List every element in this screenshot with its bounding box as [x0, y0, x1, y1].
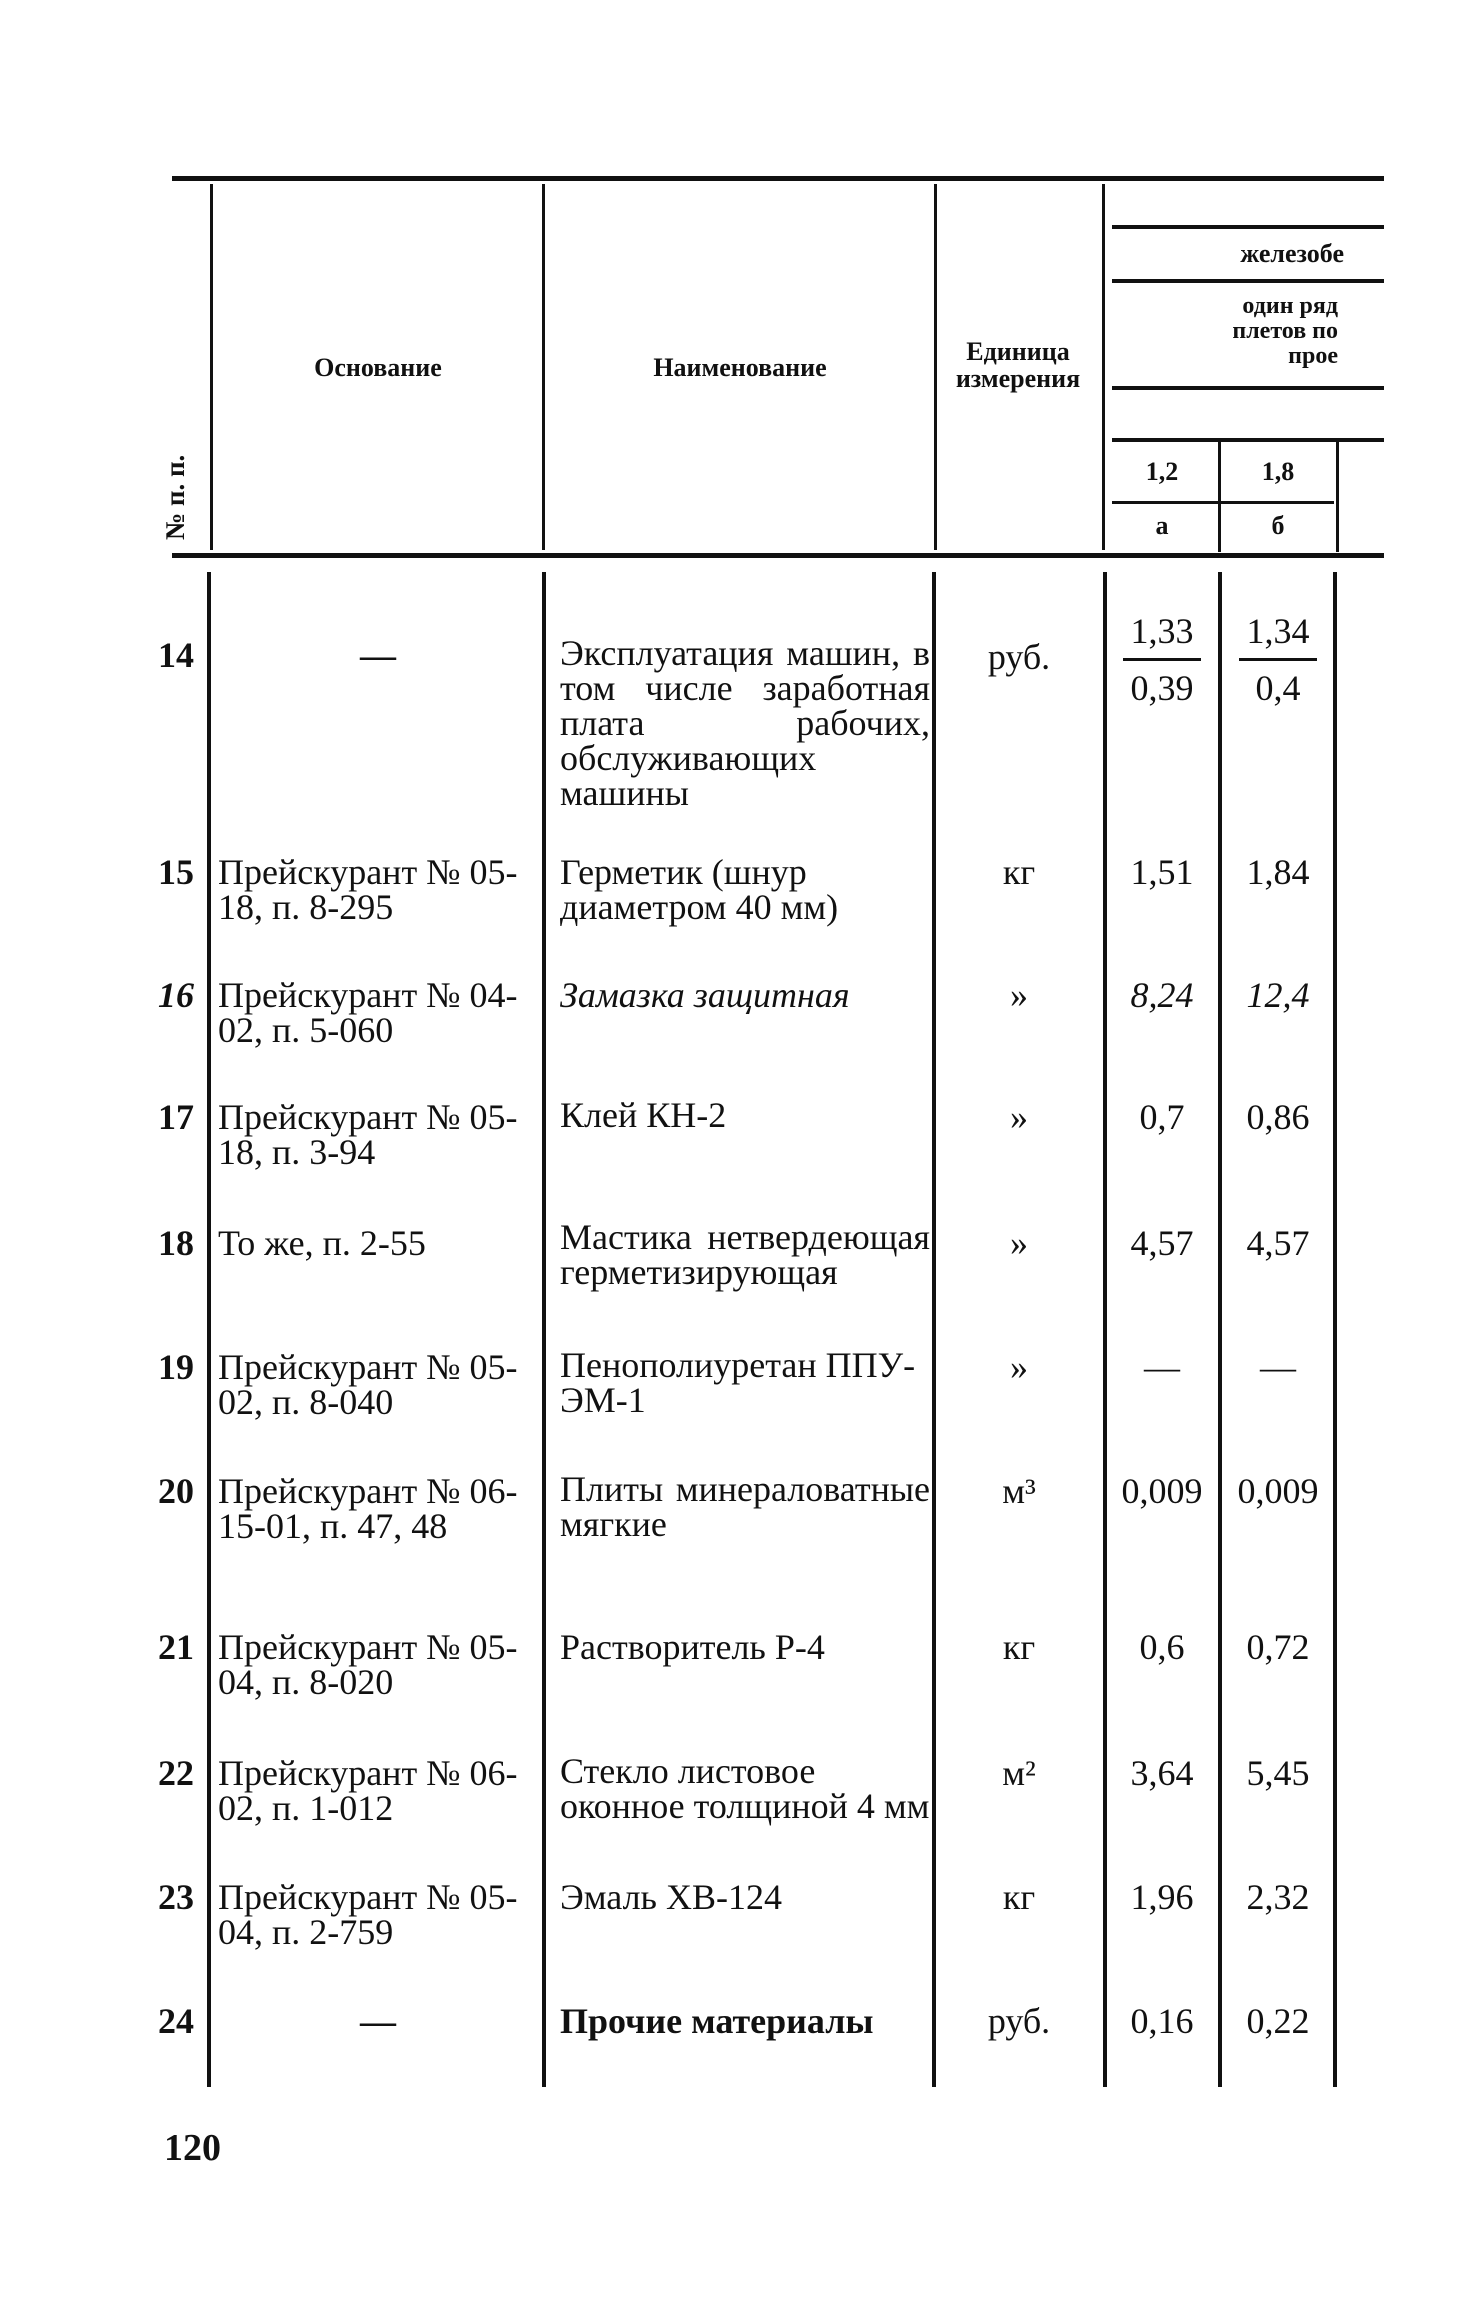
header-bottom-rule	[172, 553, 1384, 558]
row-basis: Прейскурант № 05-04, п. 8-020	[218, 1627, 518, 1702]
col-rule-5-body	[1218, 572, 1222, 2087]
col-rule-5-header	[1218, 442, 1221, 552]
col-rule-1-body	[207, 572, 211, 2087]
row-b-value: 0,22	[1246, 2001, 1310, 2041]
row-number: 23	[158, 1877, 194, 1917]
row-unit: »	[1010, 1223, 1028, 1263]
subgroup-rule	[1112, 386, 1384, 390]
row-basis: —	[360, 2001, 396, 2041]
row-basis: Прейскурант № 06-15-01, п. 47, 48	[218, 1471, 518, 1546]
col-a-letter-header: а	[1155, 511, 1169, 540]
row-unit: м²	[1002, 1753, 1036, 1793]
row-unit: »	[1010, 1347, 1028, 1387]
col-rule-3-body	[932, 572, 936, 2087]
col-a-value-header: 1,2	[1145, 457, 1179, 486]
row-a-value: 1,51	[1130, 852, 1194, 892]
row-basis: То же, п. 2-55	[218, 1223, 426, 1263]
row-number: 21	[158, 1627, 194, 1667]
row-name: Растворитель Р-4	[560, 1627, 825, 1667]
row-unit: м³	[1002, 1471, 1036, 1511]
row-b-top: 1,34	[1246, 611, 1310, 651]
row-number: 18	[158, 1223, 194, 1263]
row-basis: Прейскурант № 05-04, п. 2-759	[218, 1877, 518, 1952]
row-name: Эксплуатация машин, в том числе заработная плата рабочих, обслуживающих машины	[560, 633, 930, 813]
row-b-value: 4,57	[1246, 1223, 1310, 1263]
num-header: № п. п.	[160, 454, 190, 540]
row-a-value: —	[1144, 1347, 1180, 1387]
group-rule-top	[1112, 225, 1384, 229]
value-rule	[1112, 438, 1384, 442]
top-rule	[172, 176, 1384, 181]
row-basis: Прейскурант № 06-02, п. 1-012	[218, 1753, 518, 1828]
name-header: Наименование	[653, 353, 827, 382]
row-b-fraction	[1228, 610, 1328, 709]
row-name: Эмаль ХВ-124	[560, 1877, 782, 1917]
row-a-value: 0,6	[1139, 1627, 1185, 1667]
row-b-value: 12,4	[1246, 975, 1310, 1015]
row-a-value: 3,64	[1130, 1753, 1194, 1793]
row-a-value: 0,16	[1130, 2001, 1194, 2041]
row-b-value: 0,72	[1246, 1627, 1310, 1667]
letter-rule	[1112, 501, 1334, 504]
col-rule-2-body	[542, 572, 546, 2087]
col-rule-1-header	[210, 184, 213, 550]
row-b-value: 0,86	[1246, 1097, 1310, 1137]
row-name: Замазка защитная	[560, 975, 850, 1015]
group-header: железобе	[1240, 239, 1344, 268]
row-number: 22	[158, 1753, 194, 1793]
row-name: Клей КН-2	[560, 1095, 727, 1135]
row-a-value: 4,57	[1130, 1223, 1194, 1263]
col-rule-4-body	[1103, 572, 1107, 2087]
row-number: 19	[158, 1347, 194, 1387]
row-b-bottom: 0,4	[1255, 668, 1301, 708]
row-number: 24	[158, 2001, 194, 2041]
row-basis: Прейскурант № 05-18, п. 3-94	[218, 1097, 518, 1172]
row-b-value: 5,45	[1246, 1753, 1310, 1793]
row-b-value: 1,84	[1246, 852, 1310, 892]
row-name: Стекло листовое оконное толщиной 4 мм	[560, 1751, 930, 1826]
row-number: 16	[158, 975, 194, 1015]
row-unit: »	[1010, 975, 1028, 1015]
subgroup-header: один ряд плетов по прое	[1232, 293, 1338, 369]
fraction-bar	[1123, 658, 1201, 661]
row-number: 17	[158, 1097, 194, 1137]
row-name: Пенополиуретан ППУ-ЭМ-1	[560, 1345, 916, 1420]
row-b-value: 2,32	[1246, 1877, 1310, 1917]
row-basis: Прейскурант № 05-18, п. 8-295	[218, 852, 518, 927]
row-number: 20	[158, 1471, 194, 1511]
col-rule-2-header	[542, 184, 545, 550]
row-number: 15	[158, 852, 194, 892]
row-name: Прочие материалы	[560, 2001, 874, 2041]
col-b-letter-header: б	[1271, 511, 1285, 540]
row-unit: руб.	[987, 2001, 1051, 2041]
row-name: Мастика нетвердеющая герметизирующая	[560, 1217, 930, 1292]
col-rule-6-body	[1333, 572, 1337, 2087]
row-basis: Прейскурант № 04-02, п. 5-060	[218, 975, 518, 1050]
col-b-value-header: 1,8	[1261, 457, 1295, 486]
row-b-value: —	[1260, 1347, 1296, 1387]
row-unit: кг	[1002, 852, 1036, 892]
row-a-top: 1,33	[1130, 611, 1194, 651]
row-name: Плиты минераловатные мягкие	[560, 1469, 930, 1544]
row-basis: Прейскурант № 05-02, п. 8-040	[218, 1347, 518, 1422]
group-rule-mid	[1112, 279, 1384, 283]
row-unit: кг	[1002, 1877, 1036, 1917]
row-a-fraction	[1112, 610, 1212, 709]
row-name: Герметик (шнур диаметром 40 мм)	[560, 852, 839, 927]
row-a-value: 1,96	[1130, 1877, 1194, 1917]
page-number: 120	[164, 2127, 221, 2169]
row-unit: руб.	[987, 637, 1051, 677]
row-number: 14	[158, 635, 194, 675]
unit-header: Единица измерения	[955, 337, 1081, 393]
row-a-bottom: 0,39	[1130, 668, 1194, 708]
row-a-value: 0,009	[1121, 1471, 1203, 1511]
row-unit: »	[1010, 1097, 1028, 1137]
row-a-value: 8,24	[1130, 975, 1194, 1015]
row-unit: кг	[1002, 1627, 1036, 1667]
row-a-value: 0,7	[1139, 1097, 1185, 1137]
basis-header: Основание	[314, 353, 442, 382]
fraction-bar	[1239, 658, 1317, 661]
row-b-value: 0,009	[1237, 1471, 1319, 1511]
col-rule-6-header	[1336, 442, 1339, 552]
row-basis: —	[360, 635, 396, 675]
